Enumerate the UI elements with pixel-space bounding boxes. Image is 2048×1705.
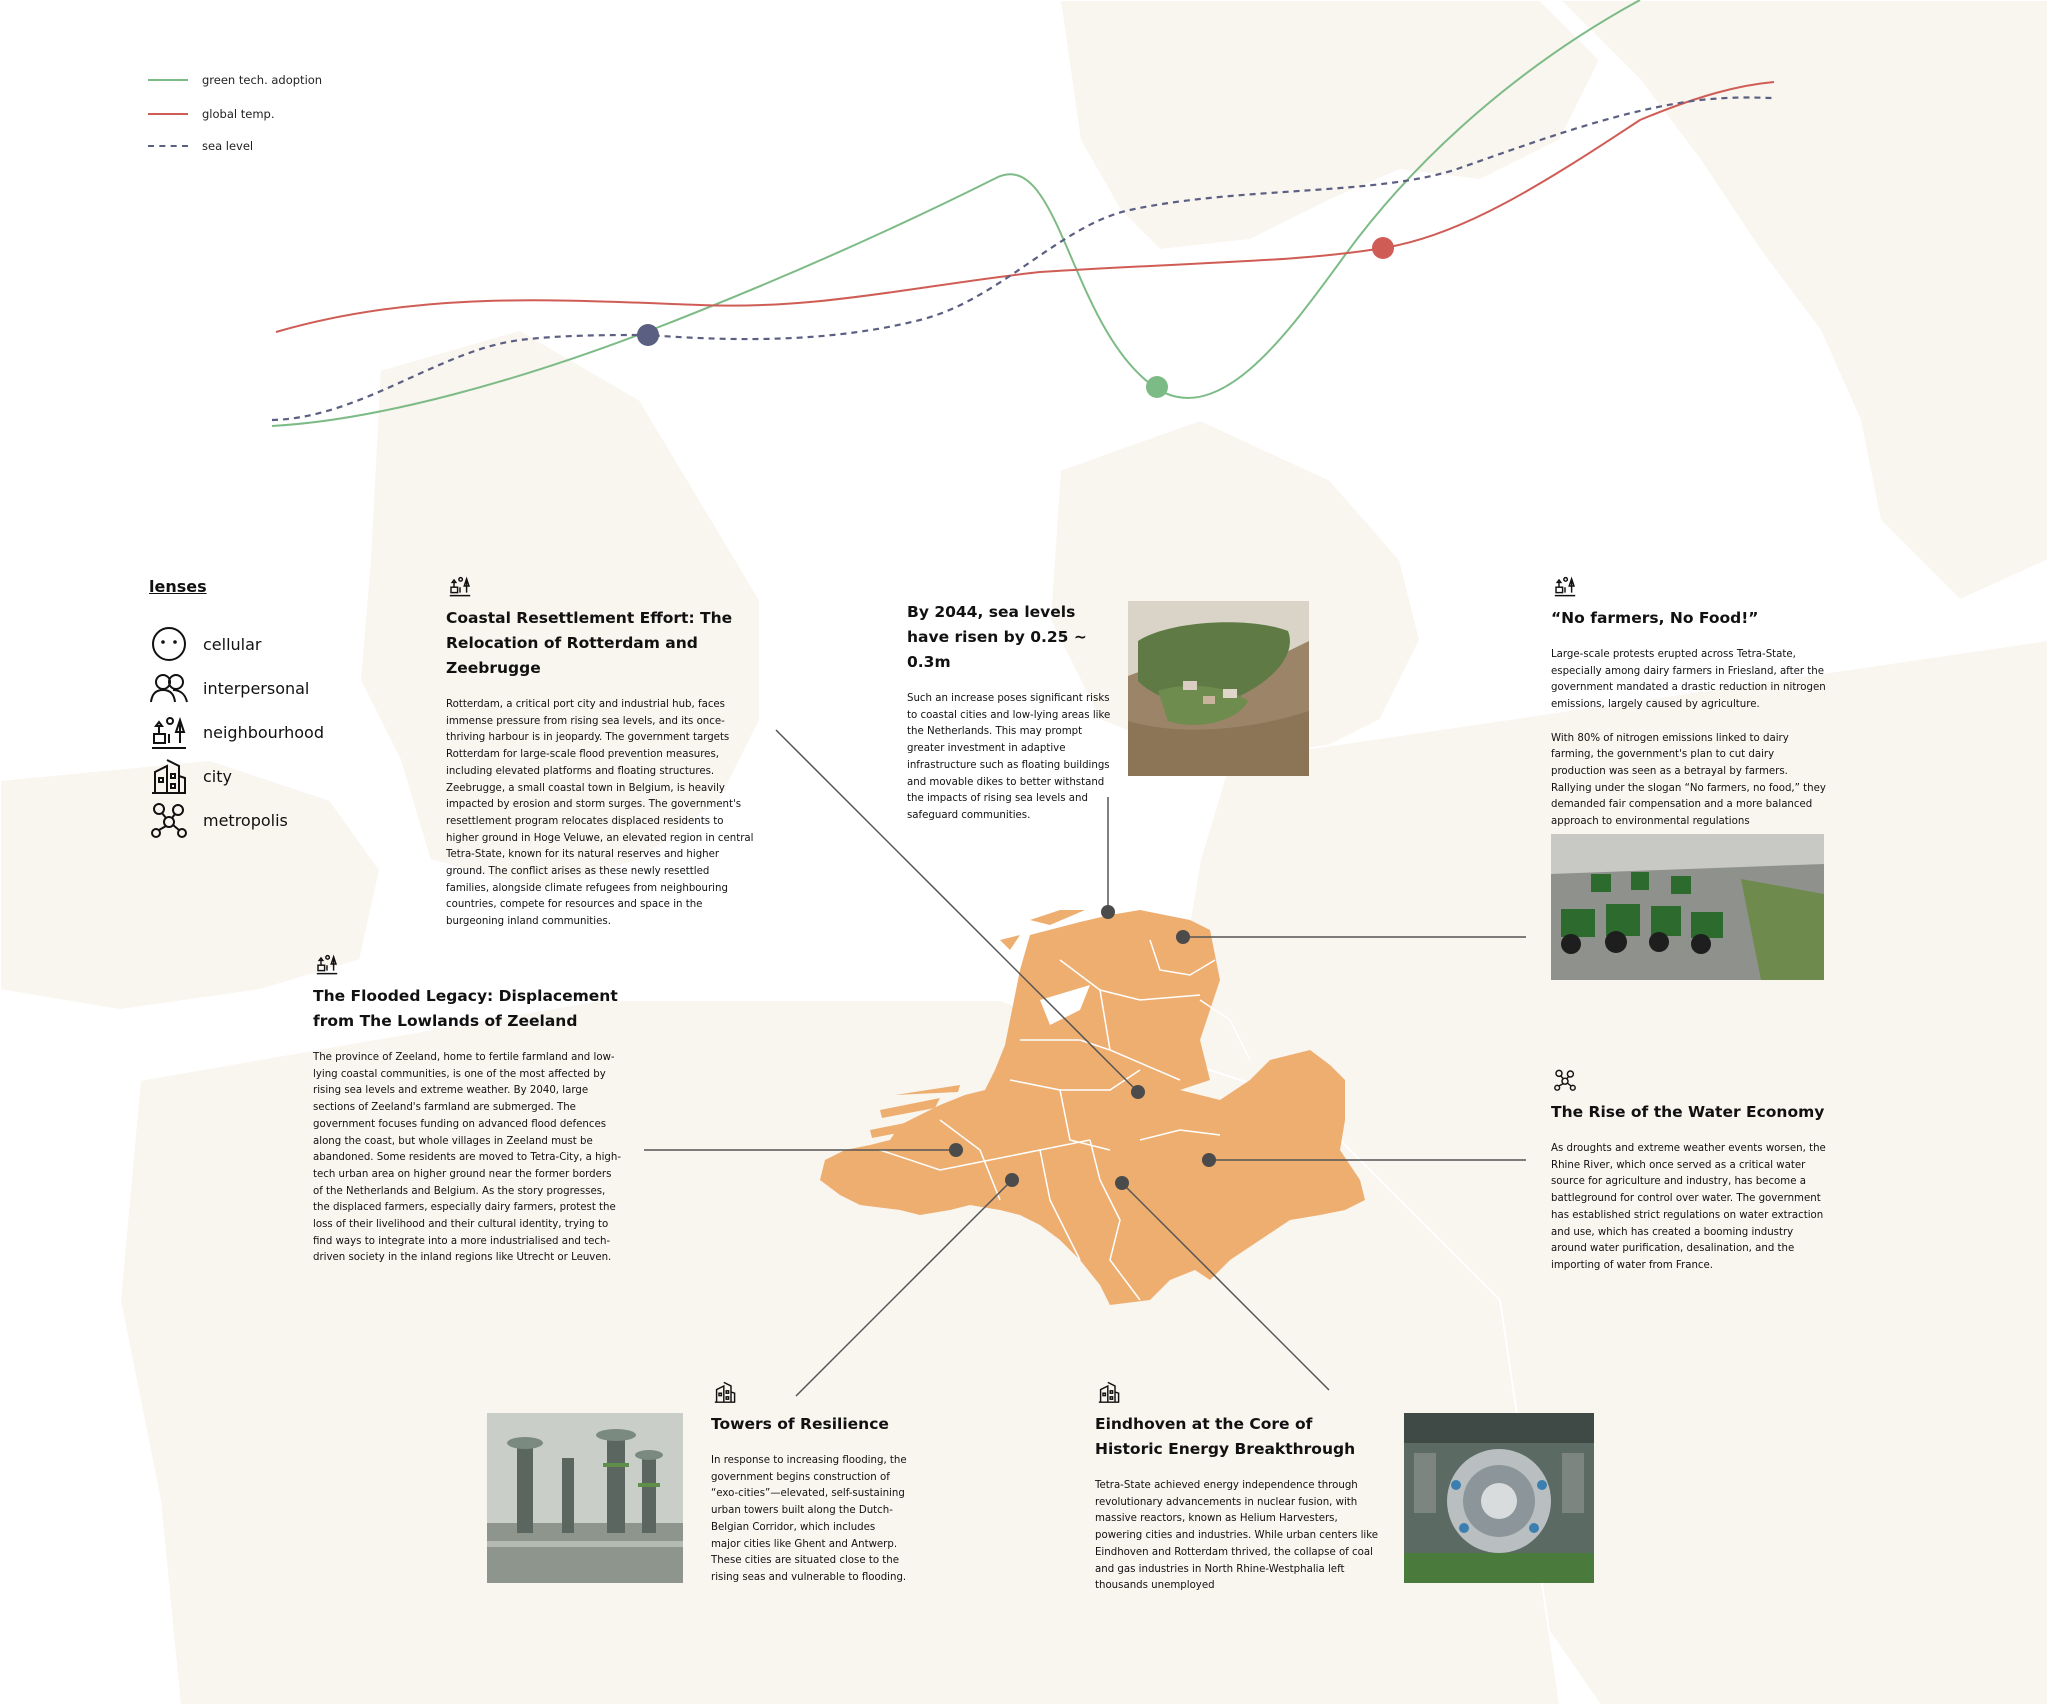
city-icon [1095,1380,1123,1404]
lens-neighbourhood [149,710,389,754]
story-title: “No farmers, No Food!” [1551,609,1759,627]
flooded-village-photo [1128,601,1309,776]
story-body: The province of Zeeland, home to fertile farmland and low-lying coastal communities, is one of the most affected by rising sea levels and extreme weather. By 2040, large sections of Zeeland's farmland are submerged. The government focuses funding on advanced flood defences along the coast, but whole villages in Zeeland must be abandoned. Some residents are moved to Tetra-City, a high-tech urban area on higher ground near the former borders of the Netherlands and Belgium. As the story progresses, the displaced farmers, especially dairy farmers, protest the loss of their livelihood and their cultural identity, trying to find ways to integrate into a more industrialised and tech-driven society in the inland regions like Utrecht or Leuven. [313,1052,622,1264]
network-icon [149,800,189,840]
story-zeeland [313,952,623,1267]
lens-interpersonal [149,666,389,710]
lens-label: interpersonal [203,678,310,698]
face-icon [149,624,189,664]
story-water-economy [1551,1068,1827,1275]
city-icon [711,1380,739,1404]
neighbourhood-icon [149,712,189,752]
story-title: Coastal Resettlement Effort: The Relocation of Rotterdam and Zeebrugge [446,609,733,677]
lens-label: metropolis [203,810,288,830]
story-farmers [1551,574,1827,831]
neighbourhood-icon [446,574,474,598]
legend-label: sea level [202,139,254,153]
fusion-reactor-photo [1404,1413,1594,1583]
story-body: Tetra-State achieved energy independence through revolutionary advancements in nuclear fusion, with massive reactors, known as Helium Harvesters, powering cities and industries. While urban centers like Eindhoven and Rotterdam thrived, the collapse of coal and gas industries in North Rhine-Westphalia left thousands unemployed [1095,1480,1379,1592]
story-body: Such an increase poses significant risks to coastal cities and low-lying areas like the Netherlands. This may prompt greater investment in adaptive infrastructure such as floating buildings and movable dikes to better withstand the impacts of rising sea levels and safeguard communities. [907,693,1111,821]
story-title: Eindhoven at the Core of Historic Energy Breakthrough [1095,1415,1356,1458]
lens-cellular [149,622,389,666]
story-eindhoven [1095,1380,1385,1595]
exo-city-towers-image [487,1413,683,1583]
tractor-protest-photo [1551,834,1824,980]
story-title: The Rise of the Water Economy [1551,1103,1825,1121]
tetra-state-territory [820,910,1365,1305]
lenses-legend [149,577,389,842]
legend-label: global temp. [202,107,275,121]
story-sea-level [907,600,1117,825]
story-title: The Flooded Legacy: Displacement from The Lowlands of Zeeland [313,987,618,1030]
lens-label: city [203,766,232,786]
lens-city [149,754,389,798]
lens-label: neighbourhood [203,722,324,742]
story-body: Rotterdam, a critical port city and industrial hub, faces immense pressure from rising sea levels, and its once-thriving harbour is in jeopardy. The government targets Rotterdam for large-scale flood prevention measures, including elevated platforms and floating structures. Zeebrugge, a small coastal town in Belgium, is heavily impacted by erosion and storm surges. The government's resettlement program relocates displaced residents to higher ground in Hoge Veluwe, an elevated region in central Tetra-State, known for its natural reserves and higher ground. The conflict arises as these newly resettled families, alongside climate refugees from neighbouring countries, compete for resources and space in the burgeoning inland communities. [446,699,754,928]
lens-metropolis [149,798,389,842]
city-icon [149,756,189,796]
story-body: Large-scale protests erupted across Tetra-State, especially among dairy farmers in Friesland, after the government mandated a drastic reduction in nitrogen emissions, largely caused by agriculture. With 80% of nitrogen emissions linked to dairy farming, the government's plan to cut dairy production was seen as a betrayal by farmers. Rallying under the slogan “No farmers, no food,” they demanded fair compensation and a more balanced approach to environmental regulations [1551,649,1826,828]
neighbourhood-icon [313,952,341,976]
lens-label: cellular [203,634,262,654]
story-body: In response to increasing flooding, the government begins construction of “exo-cities”—elevated, self-sustaining urban towers built along the Dutch-Belgian Corridor, which includes major cities like Ghent and Antwerp. These cities are situated close to the rising seas and vulnerable to flooding. [711,1455,907,1583]
network-icon [1551,1068,1579,1092]
people-icon [149,668,189,708]
neighbourhood-icon [1551,574,1579,598]
story-title: Towers of Resilience [711,1415,889,1433]
lenses-title: lenses [149,577,207,596]
story-title: By 2044, sea levels have risen by 0.25 ~ 0.3m [907,603,1087,671]
story-towers [711,1380,907,1587]
story-rotterdam [446,574,754,931]
legend-label: green tech. adoption [202,73,323,87]
story-body: As droughts and extreme weather events worsen, the Rhine River, which once served as a critical water source for agriculture and industry, has become a battleground for control over water. The government has established strict regulations on water extraction and use, which has created a booming industry around water purification, desalination, and the importing of water from France. [1551,1143,1826,1271]
